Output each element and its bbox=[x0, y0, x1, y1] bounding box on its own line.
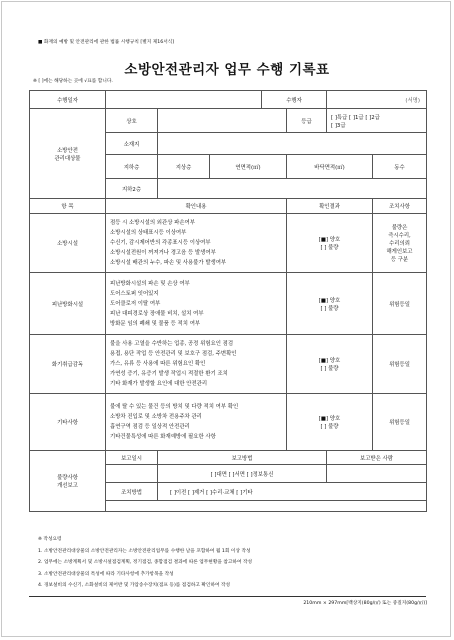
section-checks bbox=[106, 214, 287, 273]
check-item: 용접, 용단 작업 등 안전관리 및 보호구 점검, 주변확인 bbox=[110, 351, 237, 357]
section-checks bbox=[106, 335, 287, 394]
action-method-options[interactable]: [ ]이전 [ ]제거 [ ]수리·교체 [ ]기타 bbox=[158, 483, 427, 501]
check-item: 소방차 진입로 및 소방차 전용주차 관리 bbox=[110, 414, 202, 420]
action-method-label: 조치방법 bbox=[106, 483, 158, 501]
report-method-label: 보고방법 bbox=[158, 451, 327, 465]
header-note: ■ 화재의 예방 및 안전관리에 관한 법률 시행규칙 [별지 제16서식] bbox=[38, 40, 175, 45]
col-action-header: 조치사항 bbox=[373, 199, 427, 214]
basement-floors-label: 지하층 bbox=[106, 155, 158, 179]
check-item: 가스, 유류 등 사용에 따른 위험요인 확인 bbox=[110, 361, 206, 367]
check-item: 도어클로저 이탈 여부 bbox=[110, 300, 161, 307]
check-item: 점등 시 소방시설의 외관상 파손여부 bbox=[110, 220, 195, 226]
guide-item: 3. 소방안전관리대상물의 특성에 따라 기타사항에 추가항목을 작성 bbox=[38, 571, 174, 577]
section-name: 화기취급감독 bbox=[30, 335, 106, 394]
check-item: 도어스토퍼 잇어있지 bbox=[110, 290, 159, 297]
performer-date-field[interactable] bbox=[106, 91, 262, 109]
instruction-note: ※ [ ]에는 해당하는 곳에 √표를 합니다. bbox=[33, 79, 113, 84]
section-row bbox=[30, 335, 427, 394]
action-text: 위험등일 bbox=[373, 394, 427, 451]
ground-floors-label: 지상층 bbox=[158, 155, 210, 179]
report-receiver-field[interactable] bbox=[327, 465, 427, 483]
sign-label: (서명) bbox=[405, 97, 420, 104]
signature-field[interactable] bbox=[327, 91, 427, 109]
col-check-header: 확인내용 bbox=[106, 199, 287, 214]
result-checkboxes[interactable]: [■] 양호 [ ] 불량 bbox=[287, 214, 373, 273]
target-label: 소방안전 관리대상물 bbox=[30, 109, 106, 199]
check-item: 소방시설 배관의 누수, 파손 및 사용불가 발생여부 bbox=[110, 260, 227, 266]
check-item: 피난 대피경로상 장애물 비치, 설치 여부 bbox=[110, 310, 204, 317]
section-name: 소방시설 bbox=[30, 214, 106, 273]
result-checkboxes[interactable]: [■] 양호 [ ] 불량 bbox=[287, 273, 373, 335]
paper-spec: 210mm × 297mm[백상지(80g/㎡) 또는 중질지(80g/㎡)] bbox=[303, 601, 427, 606]
floor-area-label: 바닥면적(㎡) bbox=[287, 155, 373, 179]
record-form bbox=[29, 90, 427, 512]
report-method-options[interactable]: [ ]대면 [ ]서면 [ ]정보통신 bbox=[158, 465, 327, 483]
address-label: 소재지 bbox=[106, 133, 158, 155]
performer-name-label: 수행자 bbox=[262, 91, 327, 109]
basement2-label: 지하2층 bbox=[106, 179, 158, 199]
report-blank-row[interactable] bbox=[106, 501, 427, 512]
action-text: 불량은 즉시수리, 수리의뢰 해게인보고 등 구분 bbox=[373, 214, 427, 273]
bottom-rule bbox=[29, 596, 426, 597]
performer-label: 수행일자 bbox=[30, 91, 106, 109]
writing-guide bbox=[38, 534, 252, 592]
section-row bbox=[30, 214, 427, 273]
grade-label: 등급 bbox=[287, 109, 327, 133]
section-checks bbox=[106, 394, 287, 451]
trade-name-field[interactable] bbox=[158, 109, 287, 133]
col-result-header: 확인결과 bbox=[287, 199, 373, 214]
col-item-header: 항 목 bbox=[30, 199, 106, 214]
basement2-field[interactable] bbox=[158, 179, 427, 199]
check-item: 소방시설의 상태표시등 이상여부 bbox=[110, 230, 187, 236]
check-item: 수신기, 감시제어반의 각종표시등 이상여부 bbox=[110, 240, 211, 246]
check-item: 불에 탈 수 있는 물건 등의 방치 및 다량 적치 여부 확인 bbox=[110, 404, 239, 410]
result-checkboxes[interactable]: [■] 양호 [ ] 불량 bbox=[287, 335, 373, 394]
address-field[interactable] bbox=[158, 133, 427, 155]
guide-heading: ※ 작성요령 bbox=[38, 537, 62, 542]
check-item: 기타건물특성에 따른 화재예방에 필요한 사항 bbox=[110, 434, 216, 440]
section-checks bbox=[106, 273, 287, 335]
guide-item: 2. 업무에는 소방계획서 및 소방시설점검계획, 정기점검, 종합점검 결과에 따른 업무현황을 참고하여 작성 bbox=[38, 560, 253, 565]
action-text: 위험등일 bbox=[373, 273, 427, 335]
page-title: 소방안전관리자 업무 수행 기록표 bbox=[124, 62, 330, 78]
buildings-label: 동수 bbox=[373, 155, 427, 179]
result-checkboxes[interactable]: [■] 양호 [ ] 불량 bbox=[287, 394, 373, 451]
check-item: 피난방화시설의 파손 및 손상 여부 bbox=[110, 280, 190, 287]
report-receiver-label: 보고받은 사람 bbox=[327, 451, 427, 465]
check-item: 기타 화재가 발생할 요인에 대한 안전관리 bbox=[110, 381, 208, 387]
check-item: 흡연구역 점검 등 일상적 안전관리 bbox=[110, 424, 190, 430]
total-area-label: 연면적(㎡) bbox=[210, 155, 287, 179]
action-text: 위험등일 bbox=[373, 335, 427, 394]
check-item: 불을 사용 고열을 수반하는 업종, 공정 위험요인 점검 bbox=[110, 341, 234, 347]
report-label: 불량사항 개선보고 bbox=[30, 451, 106, 512]
check-item: 방화문 임의 폐쇄 및 물품 등 적치 여부 bbox=[110, 320, 201, 327]
section-name: 기타사항 bbox=[30, 394, 106, 451]
report-date-field[interactable] bbox=[106, 465, 158, 483]
guide-item: 1. 소방안전관리대상물의 소방안전관리자는 소방안전관리업무를 수행한 날을 포함하여 월 1회 이상 작성 bbox=[38, 548, 251, 554]
grade-options[interactable]: [ ]특급 [ ]1급 [ ]2급 [ ]3급 bbox=[327, 109, 427, 133]
check-item: 가연성 증기, 유증기 발생 작업시 적절한 환기 조치 bbox=[110, 371, 228, 377]
section-name: 피난방화시설 bbox=[30, 273, 106, 335]
report-date-label: 보고일시 bbox=[106, 451, 158, 465]
guide-item: 4. 경보설비의 수신기, 소화설비의 제어반 및 가압송수장치(점프 등)를 점검하고 확인하여 작성 bbox=[38, 583, 231, 588]
trade-name-label: 상호 bbox=[106, 109, 158, 133]
section-row bbox=[30, 394, 427, 451]
section-row bbox=[30, 273, 427, 335]
check-item: 소방시설전원이 꺼져거나 경고음 등 발생여부 bbox=[110, 250, 216, 256]
